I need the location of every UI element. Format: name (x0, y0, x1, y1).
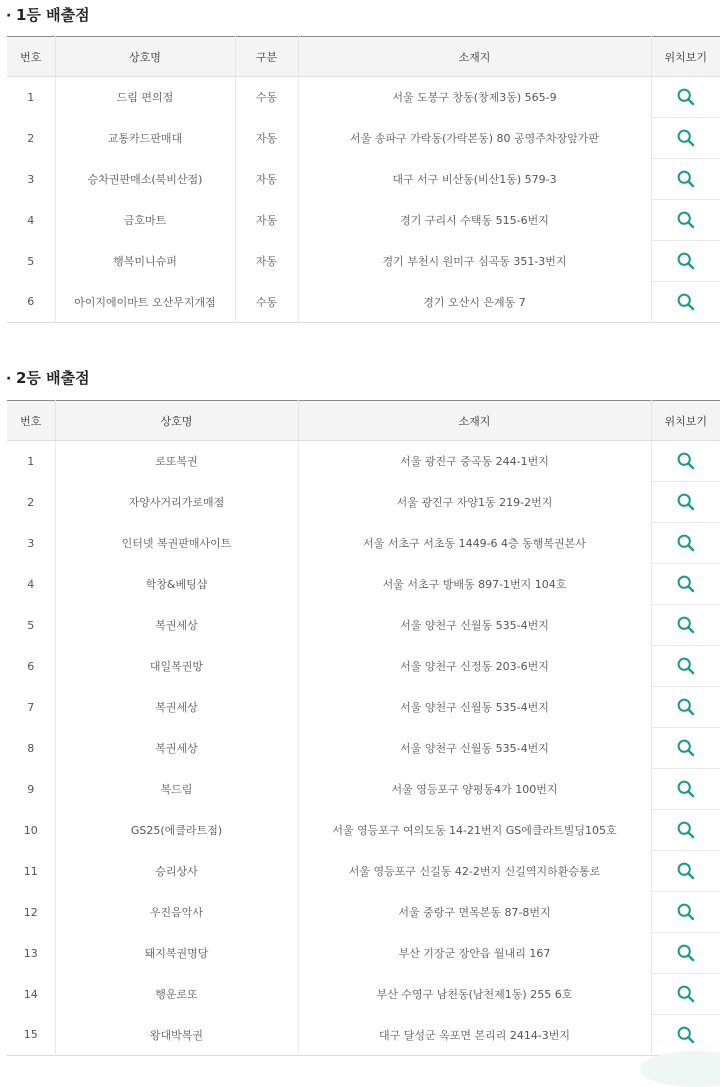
search-icon[interactable] (676, 779, 696, 799)
cell-addr: 서울 도봉구 창동(창제3동) 565-9 (298, 77, 651, 118)
search-icon[interactable] (676, 861, 696, 881)
cell-no: 4 (27, 213, 35, 227)
cell-type: 자동 (235, 159, 298, 200)
cell-addr: 서울 광진구 중곡동 244-1번지 (298, 441, 651, 482)
cell-type: 자동 (235, 118, 298, 159)
cell-no: 14 (23, 987, 38, 1001)
search-icon[interactable] (676, 656, 696, 676)
second-prize-title: · 2등 배출점 (6, 369, 90, 387)
cell-no: 7 (27, 700, 35, 714)
cell-no: 9 (27, 782, 35, 796)
cell-name: 금호마트 (55, 200, 235, 241)
cell-no: 13 (23, 946, 38, 960)
cell-name: 승차권판매소(북비산점) (55, 159, 235, 200)
cell-no: 5 (27, 618, 35, 632)
table-row (7, 159, 720, 200)
table-row (7, 523, 720, 564)
cell-addr: 서울 송파구 가락동(가락본동) 80 공영주차장앞가판 (298, 118, 651, 159)
cell-addr: 서울 양천구 신월동 535-4번지 (298, 687, 651, 728)
cell-no: 8 (27, 741, 35, 755)
search-icon[interactable] (676, 251, 696, 271)
cell-no: 6 (27, 295, 35, 309)
search-icon[interactable] (676, 492, 696, 512)
cell-addr: 부산 기장군 장안읍 월내리 167 (298, 933, 651, 974)
cell-name: 아이지에이마트 오산무지개점 (55, 282, 235, 323)
cell-no: 10 (23, 823, 38, 837)
cell-no: 6 (27, 659, 35, 673)
table-row (7, 728, 720, 769)
table-header-row (7, 401, 720, 441)
table-row (7, 482, 720, 523)
col-header-store-name: 상호명 (55, 401, 298, 441)
cell-addr: 경기 구리시 수택동 515-6번지 (298, 200, 651, 241)
cell-no: 1 (27, 90, 35, 104)
first-prize-title: · 1등 배출점 (6, 6, 90, 24)
cell-type: 자동 (235, 200, 298, 241)
col-header-address: 소재지 (298, 37, 651, 77)
search-icon[interactable] (676, 615, 696, 635)
search-icon[interactable] (676, 210, 696, 230)
cell-name: 자양사거리가로매점 (55, 482, 298, 523)
cell-addr: 부산 수영구 남천동(남천제1동) 255 6호 (298, 974, 651, 1015)
cell-addr: 서울 양천구 신월동 535-4번지 (298, 605, 651, 646)
cell-no: 2 (27, 131, 35, 145)
table-row (7, 687, 720, 728)
col-header-type: 구분 (235, 37, 298, 77)
cell-name: 행복미니슈퍼 (55, 241, 235, 282)
location-button[interactable] (651, 159, 720, 200)
location-button[interactable] (651, 523, 720, 564)
cell-name: 드림 편의점 (55, 77, 235, 118)
cell-name: 복권세상 (55, 728, 298, 769)
search-icon[interactable] (676, 533, 696, 553)
table-row (7, 441, 720, 482)
search-icon[interactable] (676, 820, 696, 840)
cell-name: 승리상사 (55, 851, 298, 892)
cell-name: 돼지복권명당 (55, 933, 298, 974)
location-button[interactable] (651, 892, 720, 933)
search-icon[interactable] (676, 902, 696, 922)
table-row (7, 1015, 720, 1056)
location-button[interactable] (651, 974, 720, 1015)
cell-name: 학창&베팅샵 (55, 564, 298, 605)
decorative-corner-shape (640, 1051, 720, 1087)
cell-addr: 서울 영등포구 여의도동 14-21번지 GS에클라트빌딩105호 (298, 810, 651, 851)
table-row (7, 77, 720, 118)
location-button[interactable] (651, 728, 720, 769)
cell-addr: 경기 부천시 원미구 심곡동 351-3번지 (298, 241, 651, 282)
location-button[interactable] (651, 810, 720, 851)
cell-type: 수동 (235, 77, 298, 118)
cell-no: 15 (23, 1028, 38, 1042)
cell-addr: 서울 서초구 방배동 897-1번지 104호 (298, 564, 651, 605)
cell-addr: 경기 오산시 은계동 7 (298, 282, 651, 323)
cell-name: 교통카드판매대 (55, 118, 235, 159)
cell-type: 자동 (235, 241, 298, 282)
col-header-number: 번호 (7, 401, 55, 441)
table-row (7, 605, 720, 646)
location-button[interactable] (651, 933, 720, 974)
cell-addr: 대구 서구 비산동(비산1동) 579-3 (298, 159, 651, 200)
search-icon[interactable] (676, 738, 696, 758)
location-button[interactable] (651, 118, 720, 159)
cell-no: 4 (27, 577, 35, 591)
search-icon[interactable] (676, 128, 696, 148)
location-button[interactable] (651, 200, 720, 241)
cell-name: GS25(에클라트점) (55, 810, 298, 851)
col-header-store-name: 상호명 (55, 37, 235, 77)
table-row (7, 810, 720, 851)
search-icon[interactable] (676, 292, 696, 312)
search-icon[interactable] (676, 697, 696, 717)
location-button[interactable] (651, 605, 720, 646)
cell-addr: 서울 영등포구 양평동4가 100번지 (298, 769, 651, 810)
cell-addr: 서울 서초구 서초동 1449-6 4층 동행복권본사 (298, 523, 651, 564)
table-row (7, 282, 720, 323)
cell-addr: 서울 영등포구 신길동 42-2번지 신길역지하환승통로 (298, 851, 651, 892)
cell-no: 12 (23, 905, 38, 919)
table-row (7, 974, 720, 1015)
cell-name: 복권세상 (55, 687, 298, 728)
table-row (7, 646, 720, 687)
location-button[interactable] (651, 646, 720, 687)
cell-no: 3 (27, 172, 35, 186)
cell-name: 왕대박복권 (55, 1015, 298, 1056)
cell-no: 3 (27, 536, 35, 550)
table-row (7, 769, 720, 810)
col-header-location: 위치보기 (651, 401, 720, 441)
cell-name: 복권세상 (55, 605, 298, 646)
search-icon[interactable] (676, 451, 696, 471)
cell-addr: 서울 양천구 신월동 535-4번지 (298, 728, 651, 769)
table-row (7, 200, 720, 241)
location-button[interactable] (651, 851, 720, 892)
cell-no: 1 (27, 454, 35, 468)
location-button[interactable] (651, 769, 720, 810)
table-row (7, 564, 720, 605)
first-prize-table (7, 36, 720, 323)
search-icon[interactable] (676, 169, 696, 189)
search-icon[interactable] (676, 984, 696, 1004)
cell-addr: 대구 달성군 옥포면 본리리 2414-3번지 (298, 1015, 651, 1056)
search-icon[interactable] (676, 1025, 696, 1045)
location-button[interactable] (651, 1015, 720, 1056)
location-button[interactable] (651, 241, 720, 282)
cell-type: 수동 (235, 282, 298, 323)
col-header-address: 소재지 (298, 401, 651, 441)
cell-no: 2 (27, 495, 35, 509)
table-row (7, 241, 720, 282)
table-row (7, 851, 720, 892)
cell-addr: 서울 중랑구 면목본동 87-8번지 (298, 892, 651, 933)
table-row (7, 118, 720, 159)
cell-no: 11 (23, 864, 38, 878)
col-header-number: 번호 (7, 37, 55, 77)
location-button[interactable] (651, 564, 720, 605)
col-header-location: 위치보기 (651, 37, 720, 77)
cell-name: 로또복권 (55, 441, 298, 482)
cell-name: 행운로또 (55, 974, 298, 1015)
location-button[interactable] (651, 441, 720, 482)
cell-name: 우진음악사 (55, 892, 298, 933)
table-row (7, 892, 720, 933)
location-button[interactable] (651, 687, 720, 728)
second-prize-table (7, 400, 720, 1056)
search-icon[interactable] (676, 574, 696, 594)
cell-addr: 서울 광진구 자양1동 219-2번지 (298, 482, 651, 523)
table-row (7, 933, 720, 974)
cell-name: 복드림 (55, 769, 298, 810)
cell-name: 대일복권방 (55, 646, 298, 687)
location-button[interactable] (651, 482, 720, 523)
location-button[interactable] (651, 77, 720, 118)
location-button[interactable] (651, 282, 720, 323)
cell-addr: 서울 양천구 신정동 203-6번지 (298, 646, 651, 687)
search-icon[interactable] (676, 87, 696, 107)
search-icon[interactable] (676, 943, 696, 963)
table-header-row (7, 37, 720, 77)
cell-no: 5 (27, 254, 35, 268)
cell-name: 인터넷 복권판매사이트 (55, 523, 298, 564)
